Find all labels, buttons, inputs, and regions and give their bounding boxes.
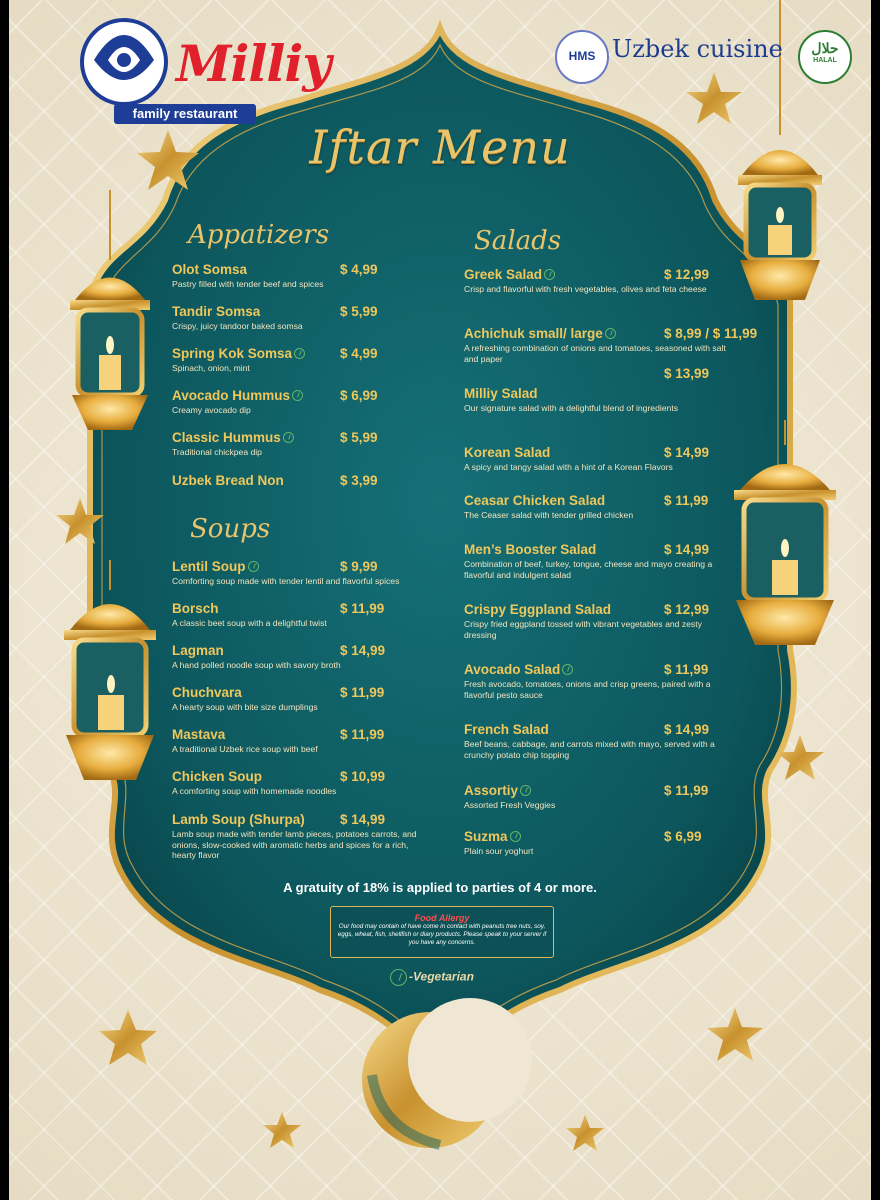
menu-item-name-text: Chuchvara bbox=[172, 685, 242, 700]
appetizers-title: Appatizers bbox=[188, 220, 330, 250]
menu-item-description: A hand polled noodle soup with savory broth bbox=[172, 660, 341, 670]
halal-badge bbox=[798, 30, 852, 84]
menu-item-price: $ 9,99 bbox=[340, 559, 378, 574]
vegetarian-icon bbox=[390, 969, 407, 986]
menu-item-name bbox=[172, 643, 434, 658]
menu-item-description: Pastry filled with tender beef and spices bbox=[172, 279, 324, 289]
vegetarian-icon bbox=[510, 831, 521, 842]
vegetarian-icon bbox=[292, 390, 303, 401]
page-title: Iftar Menu bbox=[309, 120, 571, 174]
menu-item-name-text: Borsch bbox=[172, 601, 219, 616]
menu-item-price: $ 6,99 bbox=[340, 388, 378, 403]
menu-item-price: $ 14,99 bbox=[340, 643, 386, 658]
menu-item bbox=[172, 601, 434, 629]
vegetarian-icon bbox=[605, 328, 616, 339]
menu-item-price: $ 14,99 bbox=[340, 812, 386, 827]
menu-item bbox=[172, 727, 434, 755]
menu-item-price: $ 6,99 bbox=[664, 829, 702, 844]
menu-item-name-text: Korean Salad bbox=[464, 445, 551, 460]
menu-item bbox=[172, 643, 434, 671]
menu-item-price: $ 11,99 bbox=[664, 662, 709, 677]
brand-name: Milliy bbox=[176, 34, 331, 93]
menu-item-name-text: Ceasar Chicken Salad bbox=[464, 493, 606, 508]
menu-item-name-text: Mastava bbox=[172, 727, 226, 742]
cuisine-label: Uzbek cuisine bbox=[612, 35, 783, 63]
menu-item-price: $ 4,99 bbox=[340, 346, 378, 361]
menu-item-name-text: Assortiy bbox=[464, 783, 519, 798]
menu-item-price: $ 8,99 / $ 11,99 bbox=[664, 326, 758, 341]
menu-item-price: $ 14,99 bbox=[664, 445, 710, 460]
menu-item-description: Spinach, onion, mint bbox=[172, 363, 250, 373]
menu-item-price: $ 11,99 bbox=[664, 783, 709, 798]
menu-item-name-text: French Salad bbox=[464, 722, 549, 737]
menu-item-name bbox=[172, 769, 434, 784]
menu-item-price: $ 14,99 bbox=[664, 722, 710, 737]
menu-item-description: A spicy and tangy salad with a hint of a Korean Flavors bbox=[464, 462, 673, 472]
menu-item-description: Lamb soup made with tender lamb pieces, potatoes carrots, and onions, slow-cooked with aromatic herbs and spices for a rich, hearty flavor bbox=[172, 829, 417, 860]
halal-english: HALAL bbox=[813, 57, 837, 64]
menu-item bbox=[172, 769, 434, 797]
menu-item-name-text: Avocado Hummus bbox=[172, 388, 291, 403]
hms-badge bbox=[555, 30, 609, 84]
menu-item-description: Crispy fried eggpland tossed with vibrant vegetables and zesty dressing bbox=[464, 619, 702, 640]
menu-item-description: A traditional Uzbek rice soup with beef bbox=[172, 744, 318, 754]
vegetarian-icon bbox=[294, 348, 305, 359]
menu-item-description: Comforting soup made with tender lentil and flavorful spices bbox=[172, 576, 400, 586]
menu-item-name-text: Chicken Soup bbox=[172, 769, 263, 784]
menu-item-name bbox=[172, 727, 434, 742]
menu-item-price: $ 10,99 bbox=[340, 769, 386, 784]
vegetarian-icon bbox=[248, 561, 259, 572]
menu-item-name-text: Suzma bbox=[464, 829, 508, 844]
vegetarian-icon bbox=[544, 269, 555, 280]
menu-item-price: $ 4,99 bbox=[340, 262, 378, 277]
menu-item-name bbox=[172, 812, 434, 827]
menu-item-name-text: Spring Kok Somsa bbox=[172, 346, 293, 361]
menu-item-description: Our signature salad with a delightful blend of ingredients bbox=[464, 403, 679, 413]
menu-item-price: $ 11,99 bbox=[340, 685, 385, 700]
halal-arabic: حلال bbox=[811, 40, 839, 56]
brand-tagline: family restaurant bbox=[114, 104, 256, 124]
menu-item-name bbox=[172, 601, 434, 616]
food-allergy-title: Food Allergy bbox=[414, 913, 470, 923]
menu-item-name-text: Classic Hummus bbox=[172, 430, 281, 445]
milliy-logo-icon bbox=[82, 20, 166, 104]
menu-item-description: Creamy avocado dip bbox=[172, 405, 251, 415]
menu-item-name-text: Men’s Booster Salad bbox=[464, 542, 597, 557]
menu-item-description: A hearty soup with bite size dumplings bbox=[172, 702, 318, 712]
menu-item bbox=[172, 559, 434, 587]
menu-item-description: The Ceaser salad with tender grilled chicken bbox=[464, 510, 634, 520]
menu-item-description: Assorted Fresh Veggies bbox=[464, 800, 556, 810]
menu-item-description: A comforting soup with homemade noodles bbox=[172, 786, 337, 796]
gratuity-note: A gratuity of 18% is applied to parties of 4 or more. bbox=[283, 880, 597, 895]
menu-item-name-text: Lamb Soup (Shurpa) bbox=[172, 812, 305, 827]
food-allergy-text: Our food may contain of have come in contact with peanuts tree nuts, soy, eggs, wheat, fish, shellfish or diary products. Please speak to your server if you have any concerns. bbox=[337, 923, 547, 946]
vegetarian-legend bbox=[390, 969, 474, 986]
menu-item-name-text: Avocado Salad bbox=[464, 662, 561, 677]
menu-item bbox=[172, 685, 434, 713]
salads-title: Salads bbox=[474, 226, 562, 256]
menu-item-description: Plain sour yoghurt bbox=[464, 846, 534, 856]
menu-item-price: $ 13,99 bbox=[664, 366, 710, 381]
menu-item-price: $ 12,99 bbox=[664, 267, 710, 282]
menu-item-description: Traditional chickpea dip bbox=[172, 447, 262, 457]
soups-title: Soups bbox=[190, 514, 271, 544]
menu-item-description: Combination of beef, turkey, tongue, cheese and mayo creating a flavorful and indulgent salad bbox=[464, 559, 713, 580]
menu-item-name-text: Lentil Soup bbox=[172, 559, 246, 574]
menu-item-price: $ 3,99 bbox=[340, 473, 378, 488]
left-edge bbox=[0, 0, 9, 1200]
menu-item-description: Crisp and flavorful with fresh vegetables, olives and feta cheese bbox=[464, 284, 707, 294]
menu-item-name-text: Crispy Eggpland Salad bbox=[464, 602, 612, 617]
menu-item-name bbox=[172, 559, 434, 574]
menu-item bbox=[172, 812, 434, 861]
menu-item-description: A refreshing combination of onions and tomatoes, seasoned with salt and paper bbox=[464, 343, 726, 364]
menu-item-name-text: Greek Salad bbox=[464, 267, 543, 282]
vegetarian-icon bbox=[520, 785, 531, 796]
food-allergy-box bbox=[330, 906, 554, 958]
menu-item-price: $ 5,99 bbox=[340, 430, 378, 445]
vegetarian-legend-label: -Vegetarian bbox=[409, 969, 474, 984]
menu-item-price: $ 11,99 bbox=[664, 493, 709, 508]
menu-item-name-text: Tandir Somsa bbox=[172, 304, 261, 319]
menu-item-description: Crispy, juicy tandoor baked somsa bbox=[172, 321, 303, 331]
vegetarian-icon bbox=[283, 432, 294, 443]
right-edge bbox=[871, 0, 880, 1200]
hms-label: HMS bbox=[568, 49, 596, 63]
menu-item-name-text: Uzbek Bread Non bbox=[172, 473, 284, 488]
menu-item-name-text: Olot Somsa bbox=[172, 262, 248, 277]
menu-item-description: Beef beans, cabbage, and carrots mixed with mayo, served with a crunchy potato chip topping bbox=[464, 739, 715, 760]
menu-item-price: $ 11,99 bbox=[340, 601, 385, 616]
menu-item-description: Fresh avocado, tomatoes, onions and crisp greens, paired with a flavorful pesto sauce bbox=[464, 679, 711, 700]
menu-item-name-text: Lagman bbox=[172, 643, 224, 658]
lantern-icon-left-top bbox=[70, 190, 150, 430]
menu-item-price: $ 14,99 bbox=[664, 542, 710, 557]
vegetarian-icon bbox=[562, 664, 573, 675]
menu-item-name bbox=[172, 685, 434, 700]
menu-item-price: $ 12,99 bbox=[664, 602, 710, 617]
menu-item-name-text: Achichuk small/ large bbox=[464, 326, 603, 341]
menu-item-name bbox=[464, 386, 736, 401]
menu-item-description: A classic beet soup with a delightful twist bbox=[172, 618, 327, 628]
menu-item-name-text: Milliy Salad bbox=[464, 386, 538, 401]
menu-item bbox=[464, 386, 736, 414]
menu-item-price: $ 5,99 bbox=[340, 304, 378, 319]
menu-item-price: $ 11,99 bbox=[340, 727, 385, 742]
